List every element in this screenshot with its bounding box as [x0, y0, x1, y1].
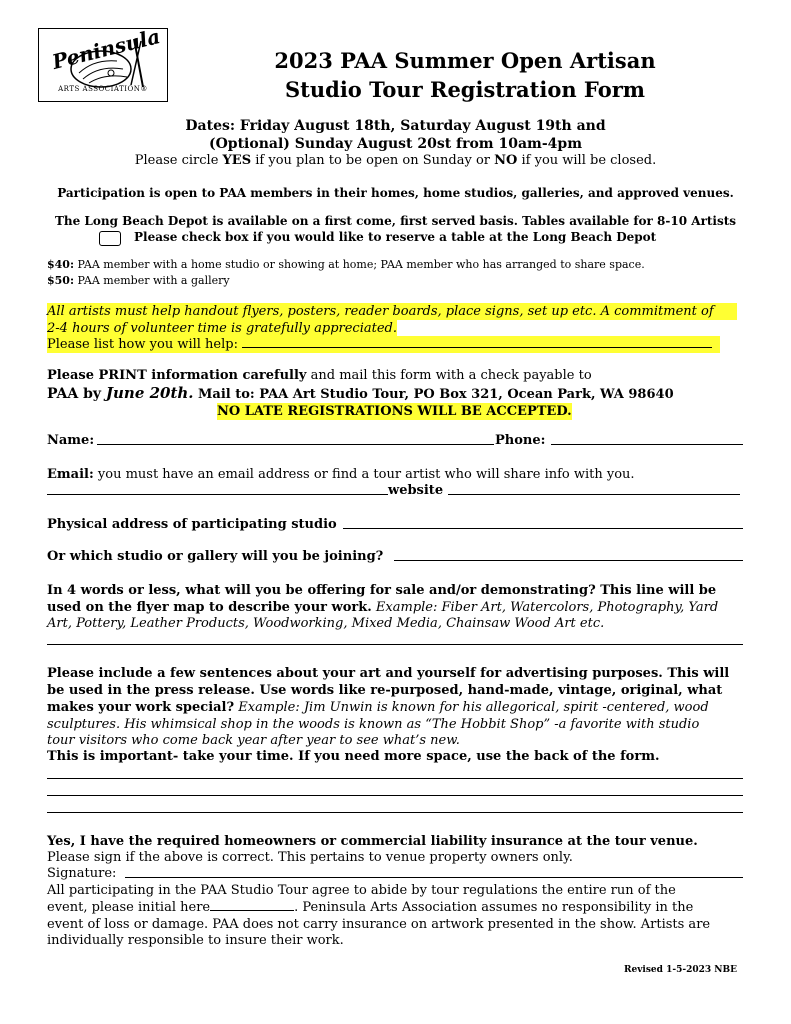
volunteer-help-field[interactable] [242, 336, 712, 348]
depot-table-checkbox[interactable] [99, 231, 121, 246]
initial-field[interactable] [210, 899, 294, 911]
email-row [47, 466, 635, 483]
no-late-registrations: NO LATE REGISTRATIONS WILL BE ACCEPTED. [217, 404, 572, 419]
phone-field[interactable] [551, 433, 743, 445]
signature-field[interactable] [125, 866, 743, 878]
deadline-date: June 20th. [105, 384, 194, 402]
depot-note: The Long Beach Depot is available on a first come, first served basis. Tables available for 8-10 Artists [54, 214, 737, 228]
fee-40 [47, 257, 645, 272]
fee-50 [47, 273, 230, 288]
about-important: This is important- take your time. If you need more space, use the back of the form. [47, 749, 660, 764]
volunteer-line2: 2-4 hours of volunteer time is gratefully appreciated. [47, 321, 397, 336]
logo-wordmark: Peninsula [49, 24, 163, 74]
offering-field[interactable] [47, 644, 743, 645]
paa-by: PAA by [47, 386, 106, 402]
circle-text-b: if you plan to be open on Sunday or [251, 153, 495, 168]
insurance-line1: Yes, I have the required homeowners or commercial liability insurance at the tour venue. [47, 834, 698, 849]
email-label: Email: [47, 467, 94, 482]
fee-40-amount: $40: [47, 258, 75, 271]
print-carefully: Please PRINT information carefully [47, 368, 307, 383]
about-field-line1[interactable] [47, 778, 743, 779]
name-label: Name: [47, 433, 95, 448]
insurance-line2: Please sign if the above is correct. This pertains to venue property owners only. [47, 850, 573, 865]
insurance-line5: event of loss or damage. PAA does not carry insurance on artwork presented in the show. Artists are [47, 917, 711, 932]
dates-line2: (Optional) Sunday August 20st from 10am-4pm [208, 136, 583, 152]
logo-caption: ARTS ASSOCIATION® [58, 85, 148, 93]
name-field[interactable] [97, 433, 494, 445]
form-title-line1: 2023 PAA Summer Open Artisan [274, 48, 656, 73]
circle-text-a: Please circle [134, 153, 223, 168]
mail-line1-rest: and mail this form with a check payable to [306, 368, 592, 383]
dates-line1: Dates: Friday August 18th, Saturday August 19th and [185, 118, 606, 134]
phone-label: Phone: [495, 433, 546, 448]
about-line1: Please include a few sentences about your art and yourself for advertising purposes. This will [47, 666, 730, 681]
volunteer-help-prompt: Please list how you will help: [47, 337, 243, 352]
offering-line1: In 4 words or less, what will you be offering for sale and/or demonstrating? This line will be [47, 583, 717, 598]
logo [38, 24, 168, 102]
form-title-line2: Studio Tour Registration Form [285, 77, 645, 102]
about-special: makes your work special? [47, 700, 235, 715]
depot-checkbox-label: Please check box if you would like to reserve a table at the Long Beach Depot [134, 230, 657, 244]
about-line4: sculptures. His whimsical shop in the woods is known as “The Hobbit Shop” -a favorite with studio [47, 717, 700, 732]
about-example: Example: Jim Unwin is known for his allegorical, spirit -centered, wood [234, 700, 709, 715]
mail-instructions-line1 [47, 367, 592, 384]
insurance-line4 [47, 899, 693, 916]
email-note: you must have an email address or find a tour artist who will share info with you. [93, 467, 635, 482]
about-line2: be used in the press release. Use words like re-purposed, hand-made, vintage, original, what [47, 683, 723, 698]
volunteer-line1: All artists must help handout flyers, posters, reader boards, place signs, set up etc. A commitment of [47, 303, 737, 320]
offering-flyer-note: used on the flyer map to describe your work. [47, 600, 372, 615]
website-field[interactable] [448, 483, 740, 495]
about-line5: tour visitors who come back year after year to see what’s new. [47, 733, 460, 748]
joining-label: Or which studio or gallery will you be joining? [47, 549, 384, 564]
participation-note: Participation is open to PAA members in their homes, home studios, galleries, and approved venues. [57, 186, 734, 200]
volunteer-help-row [47, 336, 720, 353]
signature-label: Signature: [47, 866, 117, 881]
joining-field[interactable] [394, 549, 743, 561]
insurance-line4-rest: . Peninsula Arts Association assumes no responsibility in the [294, 900, 694, 915]
website-label: website [388, 483, 444, 498]
yes-option[interactable]: YES [222, 153, 252, 168]
offering-line2 [47, 599, 718, 616]
no-option[interactable]: NO [494, 153, 518, 168]
email-field[interactable] [47, 483, 388, 495]
about-field-line2[interactable] [47, 795, 743, 796]
circle-text-c: if you will be closed. [517, 153, 657, 168]
revision-note: Revised 1-5-2023 NBE [624, 965, 737, 975]
insurance-line6: individually responsible to insure their work. [47, 933, 344, 948]
about-line3 [47, 699, 709, 716]
address-field[interactable] [343, 517, 743, 529]
insurance-line3: All participating in the PAA Studio Tour agree to abide by tour regulations the entire run of the [47, 883, 676, 898]
offering-line3: Art, Pottery, Leather Products, Woodworking, Mixed Media, Chainsaw Wood Art etc. [47, 616, 605, 631]
fee-50-amount: $50: [47, 274, 75, 287]
about-field-line3[interactable] [47, 812, 743, 813]
sunday-circle-instruction [0, 152, 791, 169]
mail-instructions-line2 [47, 384, 674, 404]
mailing-address: Mail to: PAA Art Studio Tour, PO Box 321, Ocean Park, WA 98640 [193, 387, 674, 402]
initial-here-label: event, please initial here [47, 900, 211, 915]
offering-example: Example: Fiber Art, Watercolors, Photography, Yard [371, 600, 719, 615]
address-label: Physical address of participating studio [47, 517, 337, 532]
fee-40-desc: PAA member with a home studio or showing at home; PAA member who has arranged to share space. [74, 258, 645, 271]
fee-50-desc: PAA member with a gallery [74, 274, 230, 287]
